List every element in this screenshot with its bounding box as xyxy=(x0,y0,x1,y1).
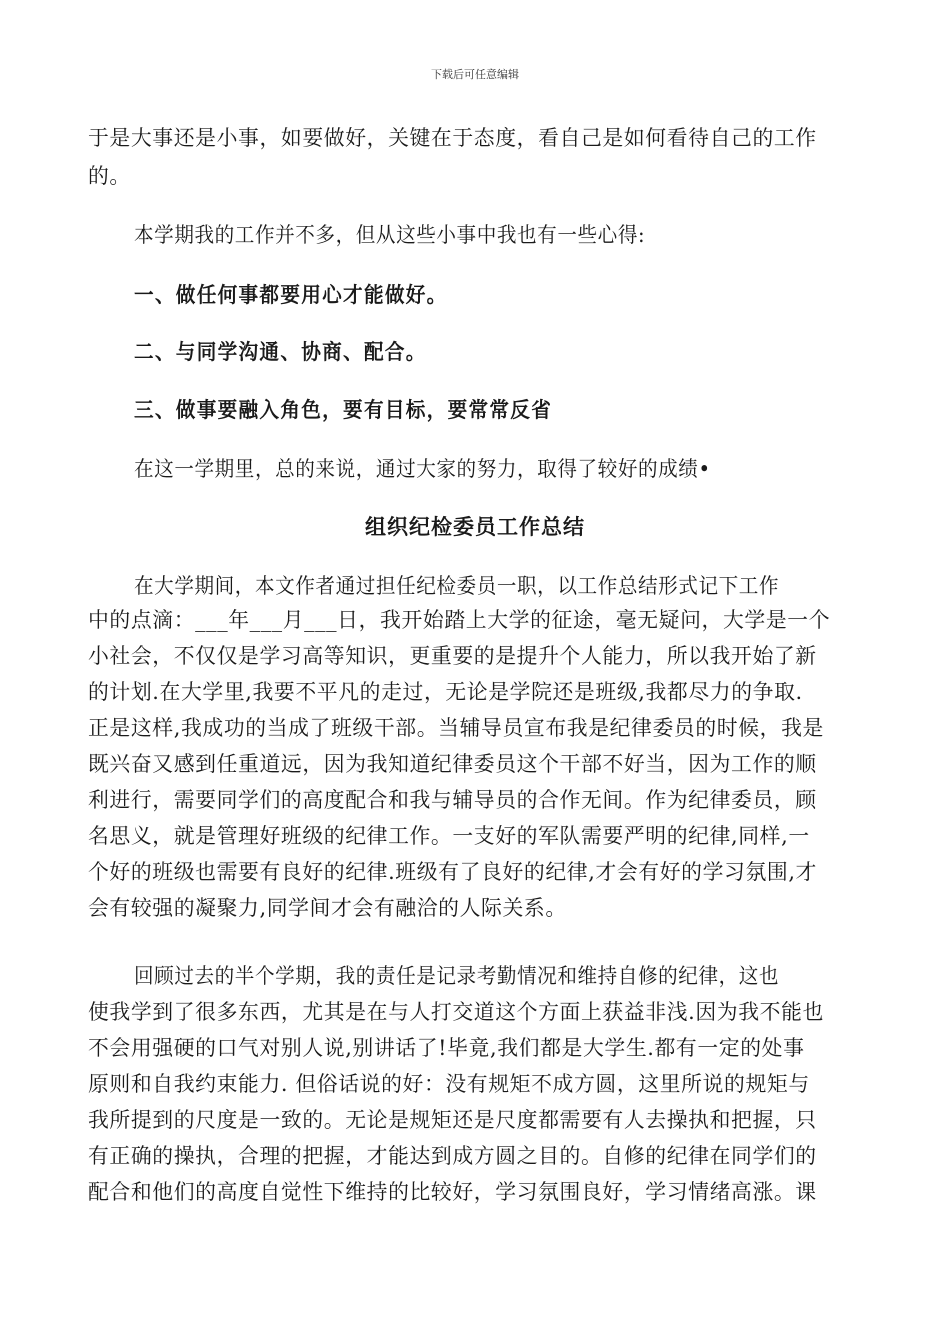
para1-line: 利进行，需要同学们的高度配合和我与辅导员的合作无间。作为纪律委员，顾 xyxy=(88,788,817,812)
para2-line: 原则和自我约束能力. 但俗话说的好：没有规矩不成方圆，这里所说的规矩与 xyxy=(88,1072,810,1096)
para1-line: 中的点滴：___年___月___日，我开始踏上大学的征途，毫无疑问，大学是一个 xyxy=(88,608,831,632)
point-item: 三、做事要融入角色，要有目标，要常常反省 xyxy=(134,398,553,422)
para2-line: 我所提到的尺度是一致的。无论是规矩还是尺度都需要有人去操执和把握，只 xyxy=(88,1108,817,1132)
para1-line: 小社会，不仅仅是学习高等知识，更重要的是提升个人能力，所以我开始了新 xyxy=(88,644,817,668)
para2-line: 使我学到了很多东西，尤其是在与人打交道这个方面上获益非浅.因为我不能也 xyxy=(88,1000,824,1024)
para1-line: 的计划.在大学里,我要不平凡的走过，无论是学院还是班级,我都尽力的争取. xyxy=(88,680,803,704)
para1-line: 会有较强的凝聚力,同学间才会有融洽的人际关系。 xyxy=(88,896,567,920)
para2-line: 回顾过去的半个学期，我的责任是记录考勤情况和维持自修的纪律，这也 xyxy=(134,964,780,988)
page-header: 下载后可任意编辑 xyxy=(431,68,519,81)
para2-line: 配合和他们的高度自觉性下维持的比较好，学习氛围良好，学习情绪高涨。课 xyxy=(88,1180,817,1204)
para2-line: 不会用强硬的口气对别人说,别讲话了!毕竟,我们都是大学生.都有一定的处事 xyxy=(88,1036,805,1060)
para1-line: 名思义，就是管理好班级的纪律工作。一支好的军队需要严明的纪律,同样,一 xyxy=(88,824,810,848)
result-paragraph: 在这一学期里，总的来说，通过大家的努力，取得了较好的成绩• xyxy=(134,457,711,481)
para1-line: 在大学期间，本文作者通过担任纪检委员一职，以工作总结形式记下工作 xyxy=(134,574,780,598)
harvest-paragraph: 本学期我的工作并不多，但从这些小事中我也有一些心得: xyxy=(134,223,646,247)
para2-line: 有正确的操执，合理的把握，才能达到成方圆之目的。自修的纪律在同学们的 xyxy=(88,1144,817,1168)
point-item: 一、做任何事都要用心才能做好。 xyxy=(134,283,448,307)
intro-line: 于是大事还是小事，如要做好，关键在于态度，看自己是如何看待自己的工作 xyxy=(88,126,817,150)
section-title: 组织纪检委员工作总结 xyxy=(365,515,585,539)
para1-line: 个好的班级也需要有良好的纪律.班级有了良好的纪律,才会有好的学习氛围,才 xyxy=(88,860,817,884)
intro-line: 的。 xyxy=(88,164,131,188)
para1-line: 正是这样,我成功的当成了班级干部。当辅导员宣布我是纪律委员的时候，我是 xyxy=(88,716,824,740)
para1-line: 既兴奋又感到任重道远，因为我知道纪律委员这个干部不好当，因为工作的顺 xyxy=(88,752,817,776)
point-item: 二、与同学沟通、协商、配合。 xyxy=(134,340,427,364)
